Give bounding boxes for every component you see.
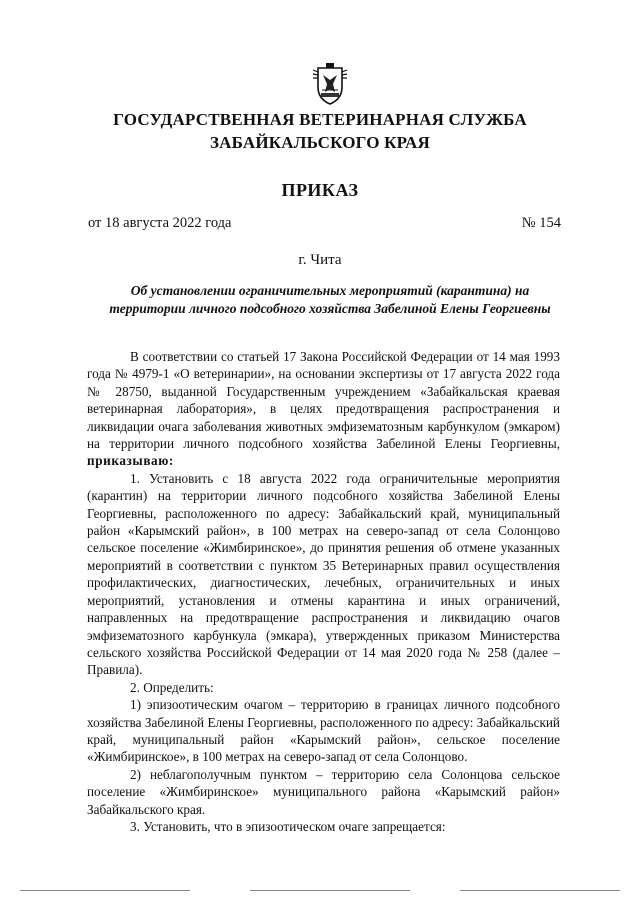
item-3: 3. Установить, что в эпизоотическом очаге запрещается: bbox=[130, 818, 446, 834]
org-name-line1: ГОСУДАРСТВЕННАЯ ВЕТЕРИНАРНАЯ СЛУЖБА bbox=[113, 110, 527, 129]
scan-edge-center bbox=[250, 890, 410, 891]
order-subject bbox=[100, 282, 560, 318]
order-number: № 154 bbox=[521, 215, 561, 231]
order-body bbox=[87, 348, 560, 835]
subject-line2: территории личного подсобного хозяйства Забелиной Елены Георгиевны bbox=[109, 301, 551, 316]
item-2: 2. Определить: bbox=[130, 679, 214, 695]
item-2-1: 1) эпизоотическим очагом – территорию в границах личного подсобного хозяйства Забелиной Елены Георгиевны, расположенного по адресу: Забайкальский край, муниципальный район «Карымский район», сельское поселение «Жимбиринское», в 100 метрах на северо-запад от села Солонцово. bbox=[87, 697, 560, 765]
item-1: 1. Установить с 18 августа 2022 года ограничительные мероприятия (карантин) на территории личного подсобного хозяйства Забелиной Елены Георгиевны, расположенного по адресу: Забайкальский край, муниципальный район «Карымский район», в 100 метрах на северо-запад от села Солонцово сельское поселение «Жимбиринское», до принятия решения об отмене указанных мероприятий в соответствии с пунктом 35 Ветеринарных правил осуществления профилактических, диагностических, лечебных, ограничительных и иных мероприятий, установления и отмены карантина и иных ограничений, направленных на предотвращение распространения и ликвидацию очагов эмфизематозного карбункула (эмкара), утвержденных приказом Министерства сельского хозяйства Российской Федерации от 14 мая 2020 года № 258 (далее – Правила). bbox=[87, 470, 560, 678]
subject-line1: Об установлении ограничительных мероприятий (карантина) на bbox=[130, 283, 530, 298]
preamble-paragraph bbox=[87, 348, 560, 470]
document-type: ПРИКАЗ bbox=[281, 180, 359, 200]
item-2-2: 2) неблагополучным пунктом – территорию села Солонцова сельское поселение «Жимбиринское» муниципального района «Карымский район» Забайкальского края. bbox=[87, 766, 560, 817]
preamble-text: В соответствии со статьей 17 Закона Российской Федерации от 14 мая 1993 года № 4979-1 «О ветеринарии», на основании экспертизы от 17 августа 2022 года № 28750, выданной Государственным учреждением «Забайкальская краевая ветеринарная лаборатория», в целях предотвращения распространения и ликвидации очага заболевания животных эмфизематозным карбункулом (эмкаром) на территории личного подсобного хозяйства Забелиной Елены Георгиевны, bbox=[87, 349, 560, 452]
order-keyword: приказываю: bbox=[87, 453, 174, 469]
city: г. Чита bbox=[298, 252, 342, 268]
org-name-line2: ЗАБАЙКАЛЬСКОГО КРАЯ bbox=[209, 133, 430, 152]
scan-edge-right bbox=[460, 890, 620, 891]
coat-of-arms-icon bbox=[309, 62, 351, 106]
scan-edge-left bbox=[20, 890, 190, 891]
order-date: от 18 августа 2022 года bbox=[88, 215, 232, 231]
